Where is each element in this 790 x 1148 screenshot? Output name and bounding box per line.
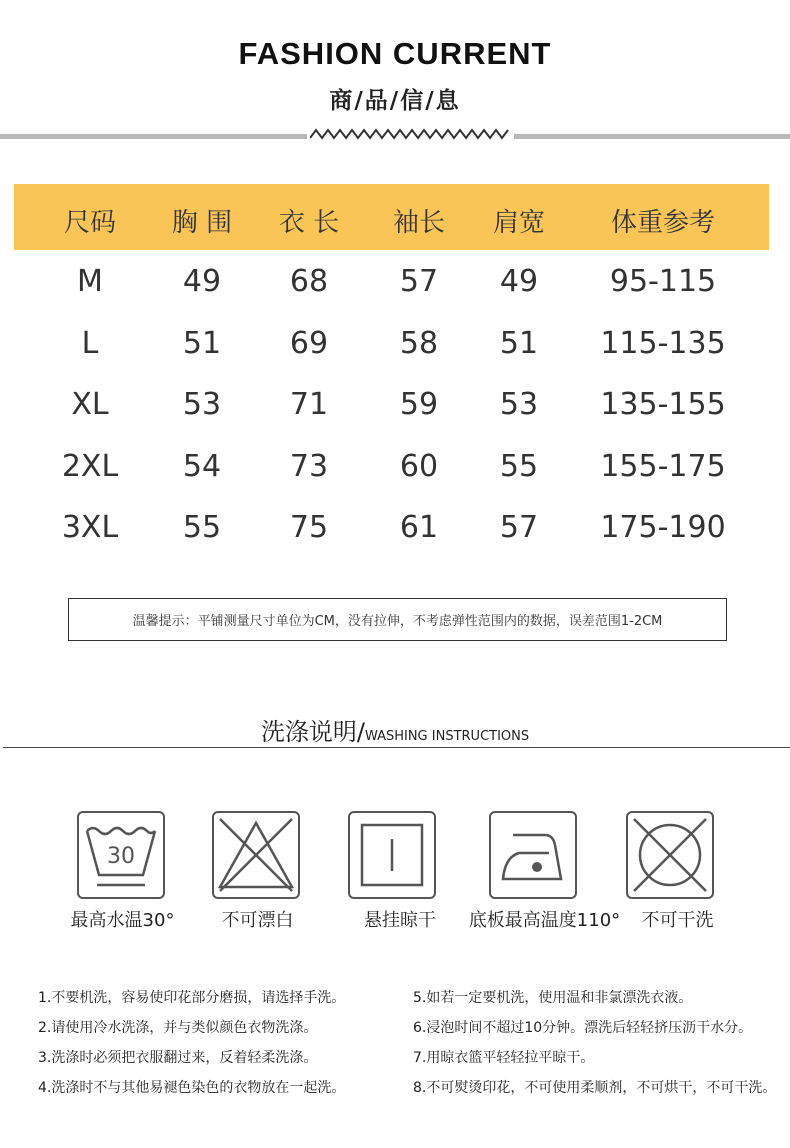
column-header-size: 尺码 [63, 208, 116, 238]
no-dry-clean-label: 不可干洗 [641, 910, 714, 931]
table-cell: 68 [289, 264, 329, 299]
measurement-note [68, 598, 727, 641]
instruction-item: 3.洗涤时必须把衣服翻过来，反着轻柔洗涤。 [38, 1050, 318, 1066]
wash-30-icon [77, 811, 165, 899]
table-cell: 75 [289, 510, 329, 545]
table-cell: 57 [499, 510, 539, 545]
washing-title-en: WASHING INSTRUCTIONS [364, 729, 530, 744]
instruction-item: 4.洗涤时不与其他易褪色染色的衣物放在一起洗。 [38, 1080, 346, 1096]
instruction-item: 1.不要机洗，容易使印花部分磨损，请选择手洗。 [38, 990, 346, 1006]
table-cell: 115-135 [600, 326, 726, 361]
column-header-shoulder: 肩宽 [492, 208, 545, 238]
table-cell: 51 [499, 326, 539, 361]
wave-divider [310, 126, 510, 142]
hang-dry-icon [348, 811, 436, 899]
table-cell: 57 [399, 264, 439, 299]
iron-110-icon [489, 811, 577, 899]
table-cell: 51 [182, 326, 222, 361]
table-cell: M [77, 264, 103, 299]
table-cell: 53 [182, 387, 222, 422]
table-cell: XL [71, 387, 109, 422]
table-cell: 49 [499, 264, 539, 299]
table-cell: 175-190 [600, 510, 726, 545]
instruction-item: 5.如若一定要机洗，使用温和非氯漂洗衣液。 [413, 990, 693, 1006]
table-cell: 135-155 [600, 387, 726, 422]
measurement-note-text: 温馨提示：平铺测量尺寸单位为CM，没有拉伸，不考虑弹性范围内的数据，误差范围1-2CM [132, 614, 663, 629]
washing-title [0, 712, 790, 747]
wash-30-label: 最高水温30° [70, 910, 175, 931]
washing-title-cn: 洗涤说明/ [260, 718, 365, 746]
wash-temp-badge: 30 [107, 844, 135, 869]
table-cell: 59 [399, 387, 439, 422]
washing-divider [3, 747, 790, 748]
no-bleach-label: 不可漂白 [221, 910, 294, 931]
table-cell: 54 [182, 449, 222, 484]
column-header-weight: 体重参考 [610, 208, 715, 238]
table-cell: 95-115 [609, 264, 717, 299]
table-cell: 71 [289, 387, 329, 422]
divider-left [0, 134, 307, 139]
page-subtitle: 商/品/信/息 [329, 88, 461, 114]
divider-right [514, 134, 790, 139]
instruction-item: 8.不可熨烫印花，不可使用柔顺剂，不可烘干，不可干洗。 [413, 1080, 777, 1096]
table-cell: 73 [289, 449, 329, 484]
instruction-item: 2.请使用冷水洗涤，并与类似颜色衣物洗涤。 [38, 1020, 318, 1036]
instruction-item: 7.用晾衣篮平轻轻拉平晾干。 [413, 1050, 595, 1066]
table-cell: 53 [499, 387, 539, 422]
hang-dry-label: 悬挂晾干 [364, 910, 436, 931]
table-cell: 155-175 [600, 449, 726, 484]
table-cell: 69 [289, 326, 329, 361]
instruction-item: 6.浸泡时间不超过10分钟。漂洗后轻轻挤压沥干水分。 [413, 1020, 753, 1036]
column-header-length: 衣 长 [278, 208, 340, 238]
table-cell: L [81, 326, 99, 361]
no-bleach-icon [212, 811, 300, 899]
table-cell: 58 [399, 326, 439, 361]
iron-110-label: 底板最高温度110° [468, 910, 621, 931]
table-cell: 55 [499, 449, 539, 484]
page-title: FASHION CURRENT [238, 36, 552, 71]
no-dry-clean-icon [626, 811, 714, 899]
table-cell: 55 [182, 510, 222, 545]
table-cell: 49 [182, 264, 222, 299]
column-header-sleeve: 袖长 [392, 208, 445, 238]
table-cell: 60 [399, 449, 439, 484]
table-cell: 3XL [61, 510, 119, 545]
table-cell: 61 [399, 510, 439, 545]
column-header-chest: 胸 围 [171, 208, 233, 238]
table-cell: 2XL [61, 449, 119, 484]
